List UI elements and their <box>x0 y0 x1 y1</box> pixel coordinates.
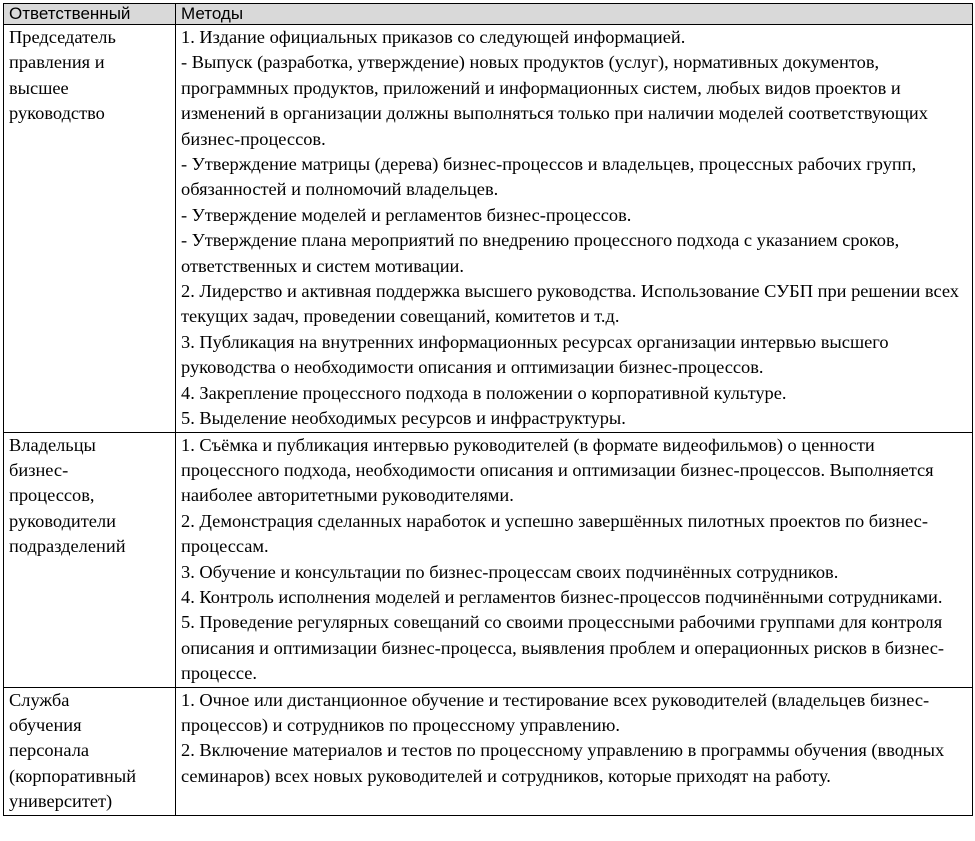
responsible-line: бизнес- <box>9 459 69 480</box>
table-body <box>4 25 973 816</box>
table-row <box>4 25 973 433</box>
header-methods: Методы <box>176 4 973 25</box>
methods-cell <box>176 687 973 815</box>
table-header <box>4 4 973 25</box>
methods-cell <box>176 25 973 433</box>
method-item: 5. Проведение регулярных совещаний со своими процессными рабочими группами для контроля описания и оптимизации бизнес-процесса, выявления проблем и операционных рисков в бизнес-процессе. <box>181 612 944 684</box>
method-item: 3. Публикация на внутренних информационных ресурсах организации интервью высшего руководства о необходимости описания и оптимизации бизнес-процессов. <box>181 331 889 378</box>
method-item: 3. Обучение и консультации по бизнес-процессам своих подчинённых сотрудников. <box>181 561 839 582</box>
methods-table <box>3 3 973 816</box>
method-item: 4. Контроль исполнения моделей и регламентов бизнес-процессов подчинёнными сотрудниками. <box>181 586 943 607</box>
responsible-cell <box>4 25 176 433</box>
responsible-line: (корпоративный <box>9 765 137 786</box>
table-row <box>4 432 973 687</box>
responsible-line: руководители <box>9 510 116 531</box>
responsible-line: подразделений <box>9 536 126 557</box>
responsible-line: университет) <box>9 791 113 812</box>
method-item: 4. Закрепление процессного подхода в положении о корпоративной культуре. <box>181 382 787 403</box>
responsible-line: персонала <box>9 740 90 761</box>
method-item: - Выпуск (разработка, утверждение) новых продуктов (услуг), нормативных документов, программных продуктов, приложений и информационных систем, любых видов проектов и изменений в организации должны выполняться только при наличии моделей соответствующих бизнес-процессов. <box>181 52 928 149</box>
method-item: 5. Выделение необходимых ресурсов и инфраструктуры. <box>181 408 626 429</box>
responsible-cell <box>4 687 176 815</box>
table-row <box>4 687 973 815</box>
responsible-line: Председатель <box>9 27 116 47</box>
method-item: 2. Демонстрация сделанных наработок и успешно завершённых пилотных проектов по бизнес-процессам. <box>181 510 928 557</box>
responsible-line: обучения <box>9 714 82 735</box>
method-item: 1. Съёмка и публикация интервью руководителей (в формате видеофильмов) о ценности процессного подхода, необходимости описания и оптимизации бизнес-процессов. Выполняется наиболее авторитетными руководителями. <box>181 434 934 506</box>
header-row <box>4 4 973 25</box>
responsible-line: высшее <box>9 77 69 98</box>
method-item: 1. Издание официальных приказов со следующей информацией. <box>181 27 686 47</box>
method-item: - Утверждение плана мероприятий по внедрению процессного подхода с указанием сроков, ответственных и систем мотивации. <box>181 230 900 276</box>
responsible-line: Владельцы <box>9 434 96 455</box>
responsible-cell <box>4 432 176 687</box>
method-item: 2. Лидерство и активная поддержка высшего руководства. Использование СУБП при решении всех текущих задач, проведении совещаний, комитетов и т.д. <box>181 281 959 327</box>
method-item: 2. Включение материалов и тестов по процессному управлению в программы обучения (вводных семинаров) всех новых руководителей и сотрудников, которые приходят на работу. <box>181 740 945 786</box>
responsible-line: руководство <box>9 103 105 124</box>
method-item: - Утверждение матрицы (дерева) бизнес-процессов и владельцев, процессных рабочих групп, обязанностей и полномочий владельцев. <box>181 154 917 200</box>
responsible-line: правления и <box>9 52 105 73</box>
method-item: 1. Очное или дистанционное обучение и тестирование всех руководителей (владельцев бизнес-процессов) и сотрудников по процессному управлению. <box>181 689 930 735</box>
responsible-line: Служба <box>9 689 70 710</box>
methods-cell <box>176 432 973 687</box>
method-item: - Утверждение моделей и регламентов бизнес-процессов. <box>181 204 632 225</box>
header-responsible: Ответственный <box>4 4 176 25</box>
responsible-line: процессов, <box>9 485 95 506</box>
